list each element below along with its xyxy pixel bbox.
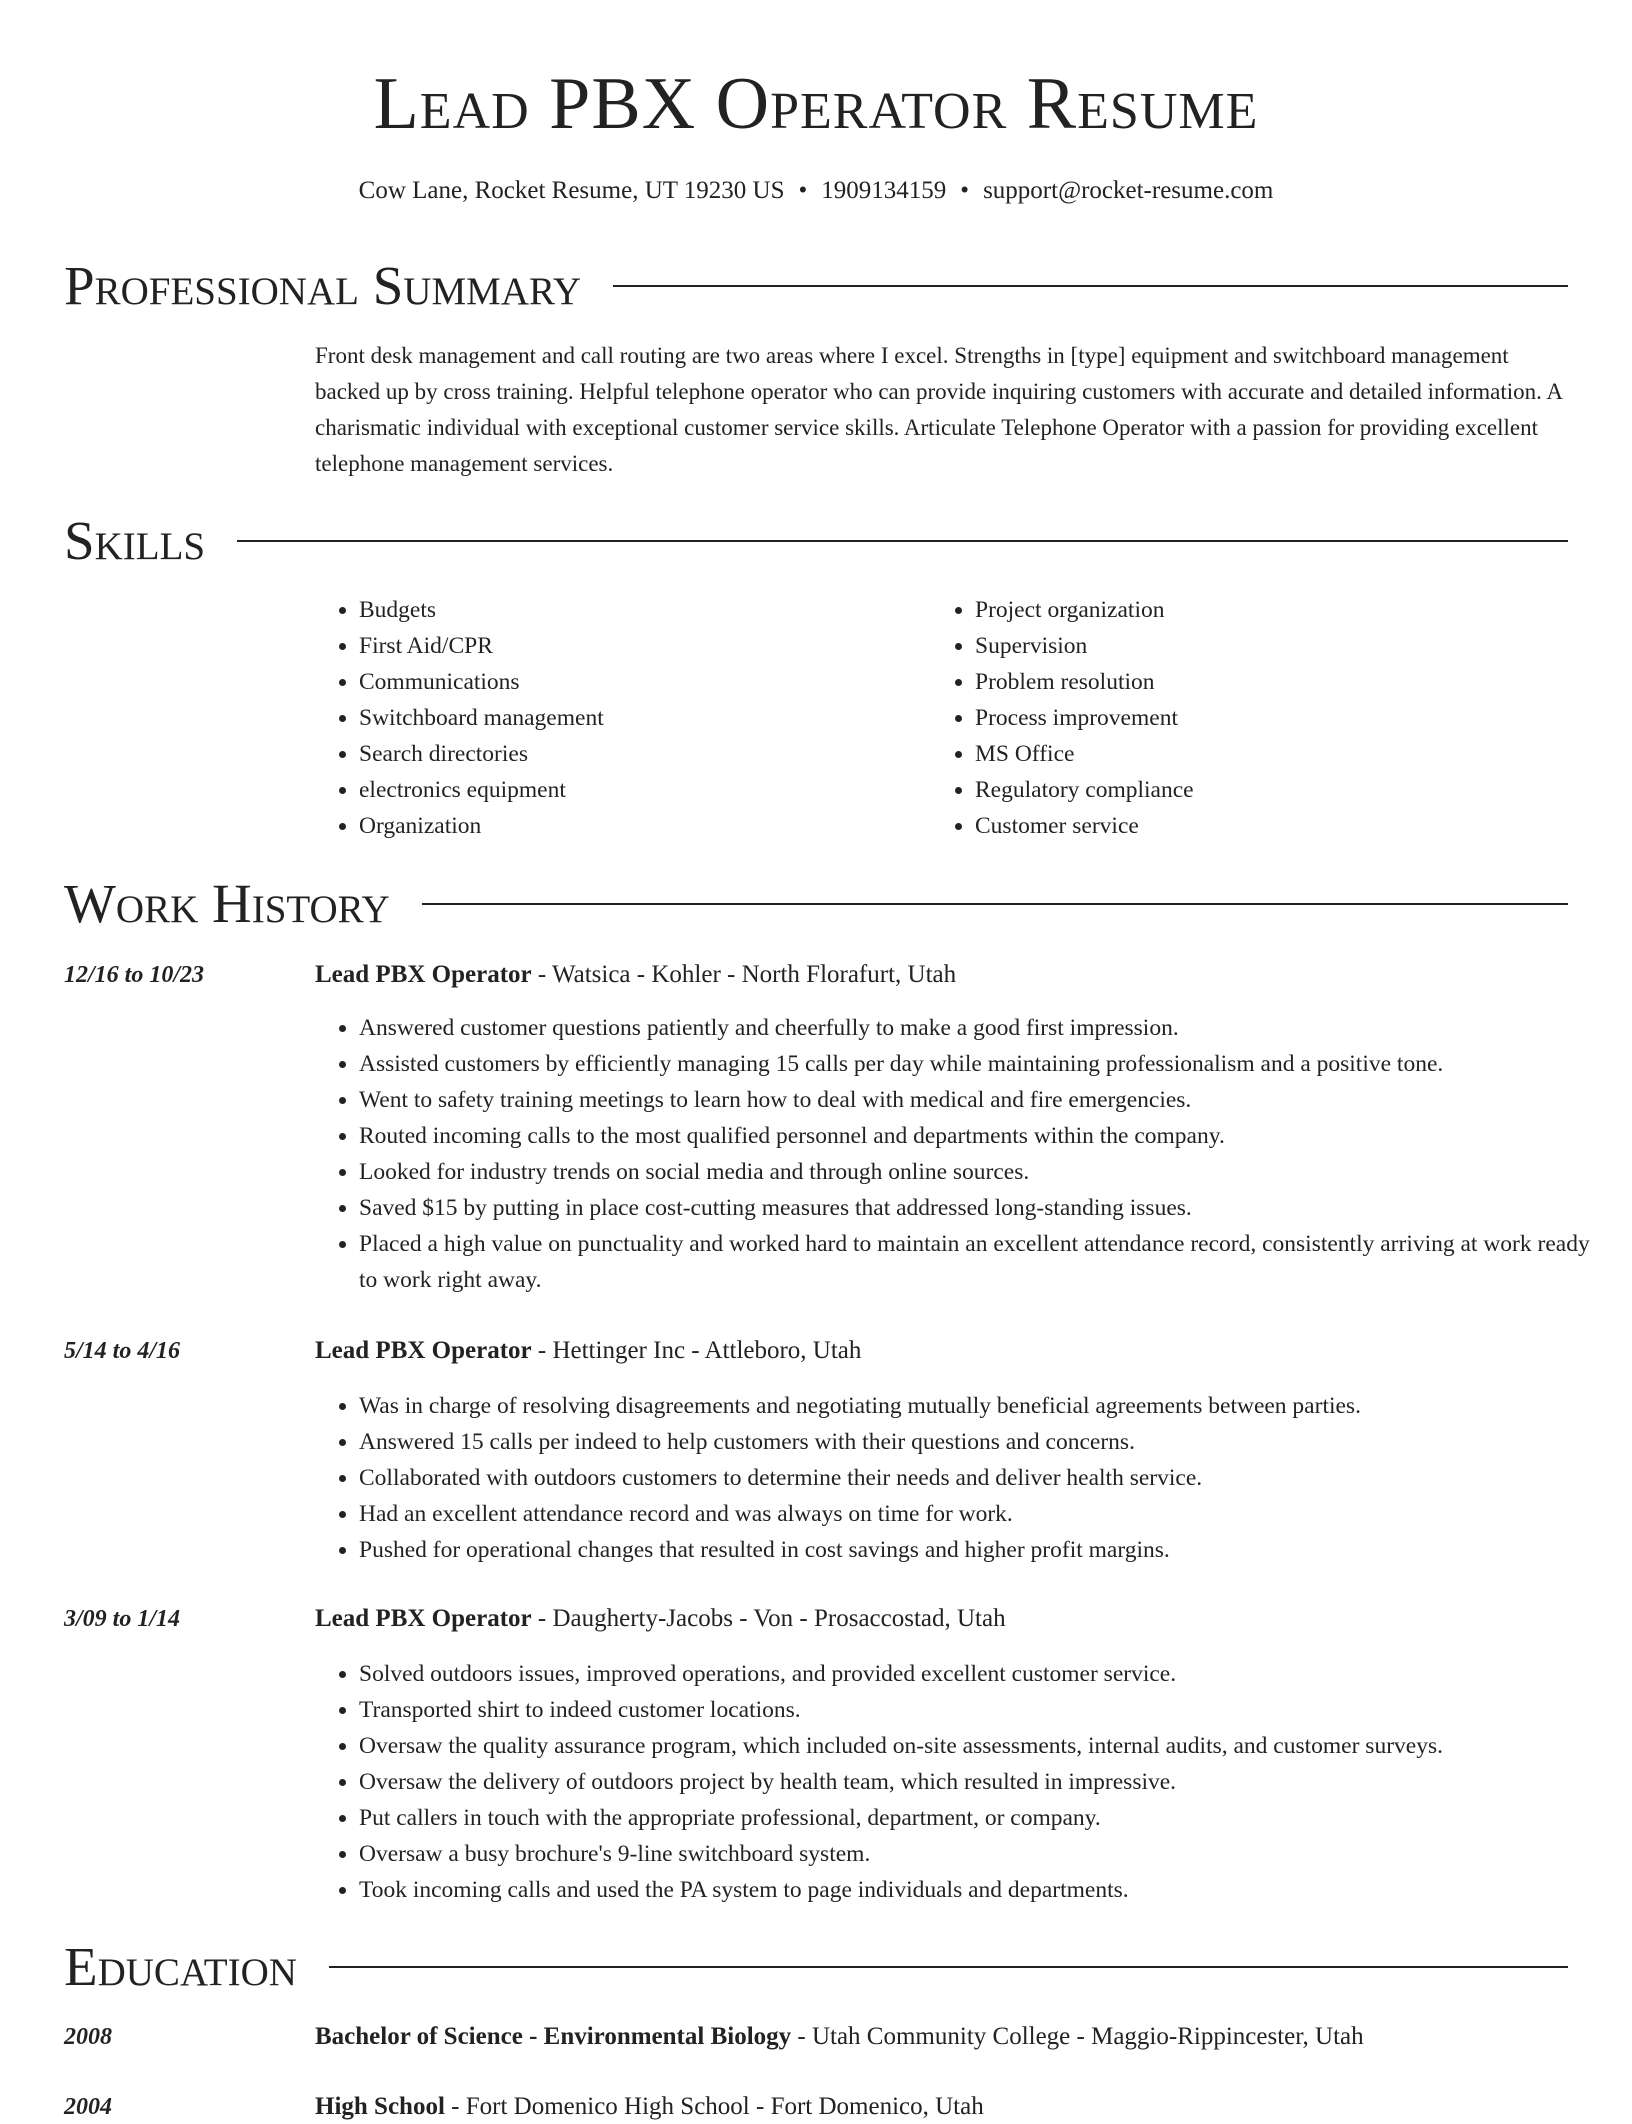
job-employer: - Hettinger Inc - Attleboro, Utah [531,1337,862,1364]
section-header-skills [64,508,1568,574]
section-divider [613,285,1568,287]
job-bullet: • Oversaw the delivery of outdoors project by health team, which resulted in impressive. [359,1764,1612,1800]
skill-item: • Regulatory compliance [975,772,1194,808]
skill-item: • Budgets [359,592,604,628]
job-bullet: • Transported shirt to indeed customer locations. [359,1692,1612,1728]
job-bullet: • Answered customer questions patiently and cheerfully to make a good first impression. [359,1010,1612,1046]
job-dates: 3/09 to 1/14 [64,1606,181,1632]
job-bullet: • Oversaw a busy brochure's 9-line switchboard system. [359,1836,1612,1872]
education-school: - Utah Community College - Maggio-Rippincester, Utah [791,2023,1364,2050]
section-title-summary: Professional Summary [64,255,582,316]
section-divider [237,540,1568,542]
skill-item: • Project organization [975,592,1194,628]
section-header-education [64,1934,1568,2000]
job-bullet: • Answered 15 calls per indeed to help customers with their questions and concerns. [359,1424,1612,1460]
contact-line [64,174,1568,208]
skill-item: • Supervision [975,628,1194,664]
job-bullet: • Went to safety training meetings to learn how to deal with medical and fire emergencies. [359,1082,1612,1118]
job-bullet: • Put callers in touch with the appropriate professional, department, or company. [359,1800,1612,1836]
job-role: Lead PBX Operator [315,1337,532,1364]
page-title: Lead PBX Operator Resume [373,63,1259,145]
education-degree: High School [315,2093,445,2120]
contact-email[interactable]: support@rocket-resume.com [983,177,1274,204]
job-bullet: • Oversaw the quality assurance program, which included on-site assessments, internal audits, and customer surveys. [359,1728,1612,1764]
contact-separator: • [960,177,970,204]
section-title-work: Work History [64,873,390,934]
job-bullets [315,1656,1612,1908]
section-title-skills: Skills [64,510,206,571]
section-header-work [64,871,1568,937]
job-bullet: • Assisted customers by efficiently managing 15 calls per day while maintaining professionalism and a positive tone. [359,1046,1612,1082]
job-role: Lead PBX Operator [315,1605,532,1632]
job-bullet: • Solved outdoors issues, improved operations, and provided excellent customer service. [359,1656,1612,1692]
contact-phone: 1909134159 [821,177,947,204]
job-bullets [315,1010,1612,1298]
education-year: 2008 [64,2024,112,2050]
skill-item: • Communications [359,664,604,700]
job-dates: 5/14 to 4/16 [64,1338,181,1364]
skill-item: • Search directories [359,736,604,772]
job-title-line [315,1334,861,1368]
contact-separator: • [798,177,808,204]
skill-item: • First Aid/CPR [359,628,604,664]
education-school: - Fort Domenico High School - Fort Domenico, Utah [444,2093,984,2120]
job-dates: 12/16 to 10/23 [64,962,205,988]
skill-item: • Problem resolution [975,664,1194,700]
education-line [315,2020,1364,2054]
skills-list-left [315,592,604,844]
contact-address: Cow Lane, Rocket Resume, UT 19230 US [358,177,785,204]
job-bullet: • Collaborated with outdoors customers to determine their needs and deliver health service. [359,1460,1612,1496]
skill-item: • MS Office [975,736,1194,772]
job-title-line [315,1602,1006,1636]
job-role: Lead PBX Operator [315,961,532,988]
skill-item: • Process improvement [975,700,1194,736]
skill-item: • electronics equipment [359,772,604,808]
skills-list-right [931,592,1194,844]
education-line [315,2090,984,2124]
summary-text: Front desk management and call routing are two areas where I excel. Strengths in [type] equipment and switchboard management backed up by cross training. Helpful telephone operator who can provide inquiring customers with accurate and detailed information. A charismatic individual with exceptional customer service skills. Articulate Telephone Operator with a passion for providing excellent telephone management services. [315,343,1562,476]
job-bullet: • Took incoming calls and used the PA system to page individuals and departments. [359,1872,1612,1908]
section-header-summary [64,253,1568,319]
job-employer: - Daugherty-Jacobs - Von - Prosaccostad, Utah [531,1605,1006,1632]
job-bullet: • Saved $15 by putting in place cost-cutting measures that addressed long-standing issues. [359,1190,1612,1226]
skill-item: • Switchboard management [359,700,604,736]
job-bullet: • Was in charge of resolving disagreements and negotiating mutually beneficial agreements between parties. [359,1388,1612,1424]
education-year: 2004 [64,2094,112,2120]
section-divider [329,1966,1568,1968]
section-title-education: Education [64,1936,297,1997]
job-bullet: • Pushed for operational changes that resulted in cost savings and higher profit margins. [359,1532,1612,1568]
job-bullet: • Looked for industry trends on social media and through online sources. [359,1154,1612,1190]
job-bullet: • Routed incoming calls to the most qualified personnel and departments within the company. [359,1118,1612,1154]
job-bullet: • Had an excellent attendance record and was always on time for work. [359,1496,1612,1532]
section-divider [422,903,1568,905]
job-bullet: • Placed a high value on punctuality and worked hard to maintain an excellent attendance record, consistently arriving at work ready to work right away. [359,1226,1612,1298]
job-title-line [315,958,956,992]
skill-item: • Organization [359,808,604,844]
job-employer: - Watsica - Kohler - North Florafurt, Utah [531,961,957,988]
education-degree: Bachelor of Science - Environmental Biology [315,2023,792,2050]
job-bullets [315,1388,1612,1568]
skill-item: • Customer service [975,808,1194,844]
